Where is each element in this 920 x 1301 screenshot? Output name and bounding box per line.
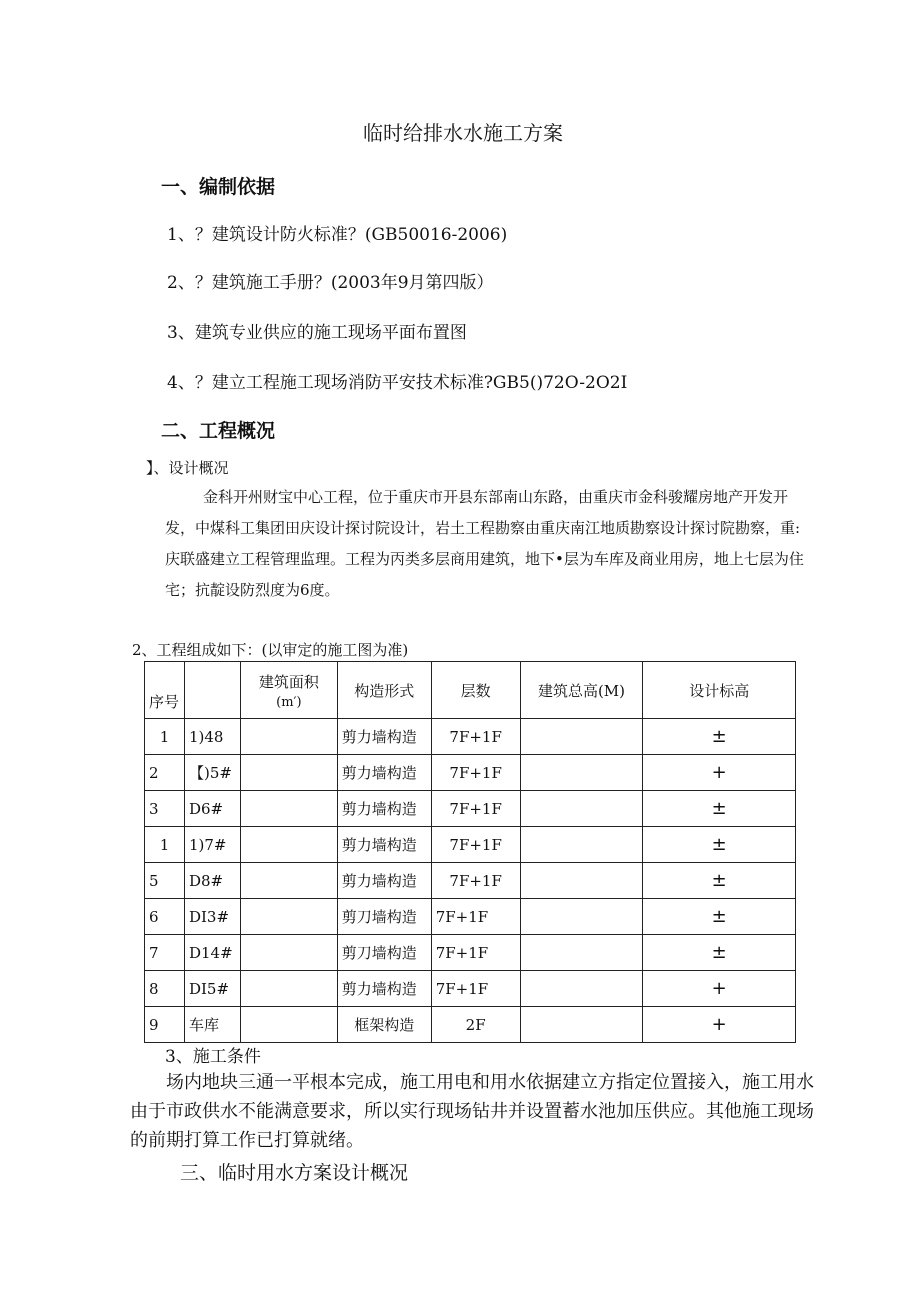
cell-seq: 9 [145, 1007, 185, 1043]
cell-structure: 剪力墙构造 [337, 827, 431, 863]
table-header-row [145, 662, 796, 719]
cell-name: 【)5# [184, 755, 240, 791]
cell-name: D14# [184, 935, 240, 971]
cell-name: DI3# [184, 899, 240, 935]
cell-floors: 7F+1F [431, 827, 520, 863]
conditions-paragraph [130, 1068, 818, 1155]
cell-structure: 剪刀墙构造 [337, 899, 431, 935]
cell-height [520, 863, 643, 899]
cell-floors: 7F+1F [431, 719, 520, 755]
cell-name: DI5# [184, 971, 240, 1007]
header-area-unit: (m′) [276, 694, 302, 710]
cell-floors: 7F+1F [431, 935, 520, 971]
cell-height [520, 719, 643, 755]
cell-name: 车库 [184, 1007, 240, 1043]
cell-elevation: ± [643, 863, 796, 899]
reference-item-2: 2、？建筑施工手册？(2003年9月第四版） [167, 273, 494, 293]
cell-seq: 8 [145, 971, 185, 1007]
cell-name: 1)7# [184, 827, 240, 863]
cell-structure: 剪刀墙构造 [337, 935, 431, 971]
cell-height [520, 971, 643, 1007]
table-row [145, 1007, 796, 1043]
cell-area [240, 755, 337, 791]
cell-height [520, 755, 643, 791]
header-structure: 构造形式 [337, 662, 431, 719]
cell-seq: 1 [145, 719, 185, 755]
composition-table [144, 661, 796, 1043]
table-row [145, 755, 796, 791]
header-name [184, 662, 240, 719]
cell-elevation: + [643, 971, 796, 1007]
design-overview-paragraph [165, 482, 815, 606]
reference-item-3: 3、建筑专业供应的施工现场平面布置图 [167, 323, 467, 343]
cell-elevation: ± [643, 899, 796, 935]
header-area-label: 建筑面积 [258, 672, 319, 691]
header-seq: 序号 [145, 662, 185, 719]
cell-area [240, 935, 337, 971]
cell-seq: 3 [145, 791, 185, 827]
cell-floors: 7F+1F [431, 863, 520, 899]
cell-seq: 5 [145, 863, 185, 899]
cell-structure: 剪力墙构造 [337, 863, 431, 899]
header-floors: 层数 [431, 662, 520, 719]
cell-area [240, 719, 337, 755]
section-3-heading: 三、临时用水方案设计概况 [180, 1162, 409, 1184]
table-row [145, 971, 796, 1007]
cell-name: D8# [184, 863, 240, 899]
design-overview-label: 】、设计概况 [146, 459, 229, 477]
conditions-label: 3、施工条件 [165, 1047, 261, 1067]
cell-floors: 2F [431, 1007, 520, 1043]
header-area [240, 662, 337, 719]
cell-area [240, 1007, 337, 1043]
cell-height [520, 899, 643, 935]
table-row [145, 935, 796, 971]
document-title: 临时给排水水施工方案 [363, 121, 563, 145]
table-row [145, 827, 796, 863]
cell-height [520, 827, 643, 863]
cell-elevation: ± [643, 791, 796, 827]
cell-seq: 7 [145, 935, 185, 971]
cell-name: D6# [184, 791, 240, 827]
reference-item-4: 4、？建立工程施工现场消防平安技术标准?GB5()72O-2O2I [167, 373, 628, 393]
cell-structure: 剪力墙构造 [337, 791, 431, 827]
cell-area [240, 899, 337, 935]
cell-elevation: ± [643, 719, 796, 755]
cell-floors: 7F+1F [431, 755, 520, 791]
header-elevation: 设计标高 [643, 662, 796, 719]
cell-elevation: + [643, 755, 796, 791]
cell-structure: 剪力墙构造 [337, 971, 431, 1007]
section-1-heading: 一、编制依据 [161, 176, 276, 198]
cell-area [240, 863, 337, 899]
cell-area [240, 791, 337, 827]
cell-height [520, 1007, 643, 1043]
table-row [145, 899, 796, 935]
cell-structure: 剪力墙构造 [337, 719, 431, 755]
table-row [145, 863, 796, 899]
cell-elevation: + [643, 1007, 796, 1043]
design-overview-text: 金科开州财宝中心工程，位于重庆市开县东部南山东路，由重庆市金科骏耀房地产开发开发，中煤科工集团田庆设计探讨院设计，岩土工程勘察由重庆南江地质勘察设计探讨院勘察，重:庆联盛建立工程管理监理。工程为丙类多层商用建筑，地下•层为车库及商业用房，地上七层为住宅；抗靛设防烈度为6度。 [165, 488, 804, 599]
cell-structure: 框架构造 [337, 1007, 431, 1043]
table-row [145, 719, 796, 755]
section-2-heading: 二、工程概况 [161, 420, 276, 442]
cell-height [520, 935, 643, 971]
cell-height [520, 791, 643, 827]
conditions-text: 场内地块三通一平根本完成，施工用电和用水依据建立方指定位置接入，施工用水由于市政供水不能满意要求，所以实行现场钻井并设置蓄水池加压供应。其他施工现场的前期打算工作已打算就绪。 [130, 1072, 814, 1151]
cell-area [240, 827, 337, 863]
table-row [145, 791, 796, 827]
cell-structure: 剪力墙构造 [337, 755, 431, 791]
composition-label: 2、工程组成如下：(以审定的施工图为准) [132, 641, 409, 659]
header-height: 建筑总高(M) [520, 662, 643, 719]
cell-area [240, 971, 337, 1007]
cell-floors: 7F+1F [431, 899, 520, 935]
cell-name: 1)48 [184, 719, 240, 755]
cell-elevation: ± [643, 935, 796, 971]
cell-seq: 6 [145, 899, 185, 935]
cell-floors: 7F+1F [431, 791, 520, 827]
cell-seq: 2 [145, 755, 185, 791]
cell-seq: 1 [145, 827, 185, 863]
reference-item-1: 1、？建筑设计防火标准？(GB50016-2006) [167, 225, 508, 245]
cell-elevation: ± [643, 827, 796, 863]
cell-floors: 7F+1F [431, 971, 520, 1007]
